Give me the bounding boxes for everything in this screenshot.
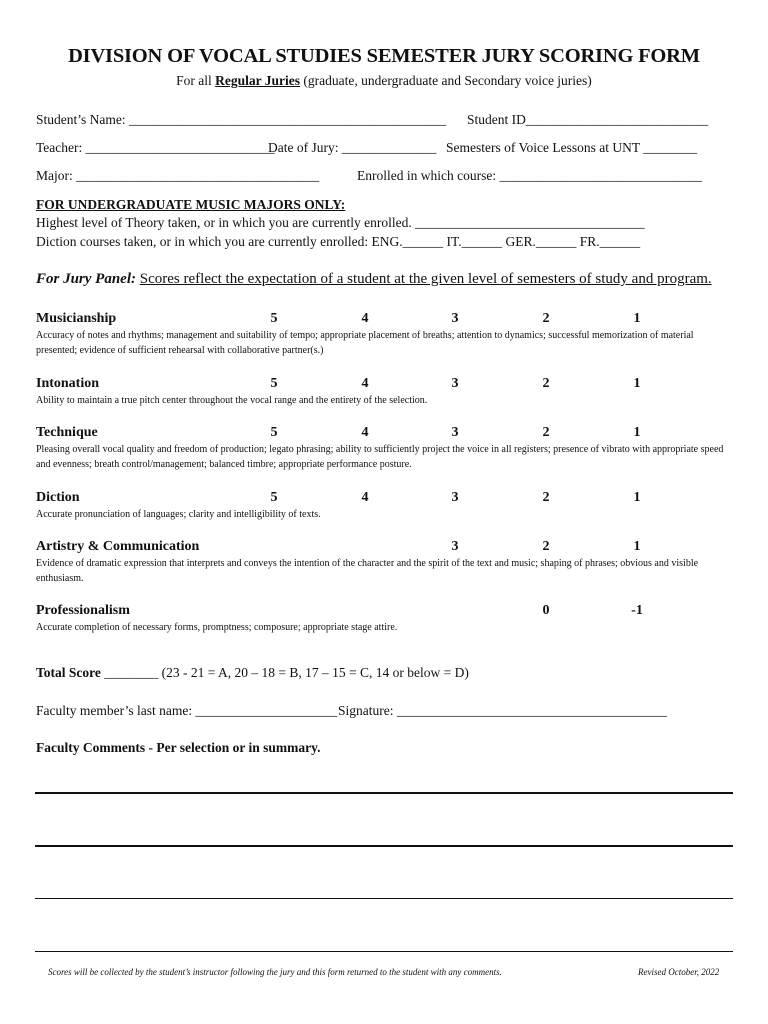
category-description: Accurate completion of necessary forms, promptness; composure; appropriate stage attire. <box>36 622 398 633</box>
diction-courses-field[interactable]: Diction courses taken, or in which you are currently enrolled: ENG.______ IT.______ GER.______ FR.______ <box>36 234 641 249</box>
total-score-row <box>36 665 469 681</box>
category-name: Professionalism <box>36 603 130 618</box>
semesters-field[interactable]: Semesters of Voice Lessons at UNT ________ <box>446 140 698 155</box>
total-score-input[interactable]: ________ <box>100 665 162 680</box>
score-option[interactable]: 1 <box>633 311 641 326</box>
score-option[interactable]: 2 <box>542 425 550 440</box>
undergrad-heading: FOR UNDERGRADUATE MUSIC MAJORS ONLY: <box>36 197 346 212</box>
theory-field[interactable]: Highest level of Theory taken, or in which you are currently enrolled. __________________________________ <box>36 215 645 230</box>
category-description: Evidence of dramatic expression that interprets and conveys the intention of the character and the spirit of the text and music; shaping of phrases; obvious and visible enthusiasm. <box>36 558 699 584</box>
score-option[interactable]: 3 <box>451 376 459 391</box>
score-option[interactable]: 2 <box>542 539 550 554</box>
category-description: Pleasing overall vocal quality and freedom of production; legato phrasing; ability to sufficiently project the voice in all registers; presence of vibrato with appropriate speed and evenness; breath control/management; balanced timbre; appropriate performance posture. <box>36 444 724 470</box>
score-option[interactable]: 4 <box>361 425 369 440</box>
score-option[interactable]: 3 <box>451 311 459 326</box>
score-option[interactable]: 5 <box>270 376 278 391</box>
signature-field[interactable]: Signature: ________________________________________ <box>338 703 667 718</box>
subtitle-emphasis: Regular Juries <box>215 73 301 88</box>
category-description: Accurate pronunciation of languages; clarity and intelligibility of texts. <box>36 509 321 520</box>
score-option[interactable]: 4 <box>361 311 369 326</box>
faculty-comments-heading: Faculty Comments - Per selection or in summary. <box>36 740 321 755</box>
score-option[interactable]: 5 <box>270 311 278 326</box>
score-option[interactable]: 2 <box>542 311 550 326</box>
score-option[interactable]: 4 <box>361 490 369 505</box>
score-option[interactable]: 1 <box>633 376 641 391</box>
date-of-jury-field[interactable]: Date of Jury: ______________ <box>268 140 437 155</box>
score-option[interactable]: 3 <box>451 539 459 554</box>
category-name: Intonation <box>36 376 100 391</box>
score-option[interactable]: 3 <box>451 425 459 440</box>
category-name: Artistry & Communication <box>36 539 200 554</box>
footer-note: Scores will be collected by the student’s instructor following the jury and this form returned to the student with any comments. <box>48 967 502 977</box>
score-option[interactable]: 5 <box>270 490 278 505</box>
form-title: DIVISION OF VOCAL STUDIES SEMESTER JURY SCORING FORM <box>68 45 700 67</box>
subtitle-prefix: For all <box>176 73 216 88</box>
student-name-field[interactable]: Student’s Name: _______________________________________________ <box>36 112 447 127</box>
enrolled-course-field[interactable]: Enrolled in which course: ______________________________ <box>357 168 702 183</box>
category-name: Musicianship <box>36 311 117 326</box>
score-option[interactable]: 5 <box>270 425 278 440</box>
grade-scale: (23 - 21 = A, 20 – 18 = B, 17 – 15 = C, 14 or below = D) <box>161 665 469 680</box>
category-description: Accuracy of notes and rhythms; management and suitability of tempo; appropriate placement of breaths; attention to dynamics; successful memorization of material presented; evidence of sufficient rehearsal with collaborative partner(s.) <box>36 330 694 356</box>
score-option[interactable]: 1 <box>633 490 641 505</box>
score-option[interactable]: 2 <box>542 490 550 505</box>
score-option[interactable]: 1 <box>633 539 641 554</box>
jury-panel-label: For Jury Panel: <box>36 271 137 287</box>
score-option[interactable]: 1 <box>633 425 641 440</box>
comment-line[interactable] <box>35 845 733 847</box>
score-option[interactable]: 3 <box>451 490 459 505</box>
comment-line[interactable] <box>35 792 733 794</box>
score-option[interactable]: 4 <box>361 376 369 391</box>
student-id-field[interactable]: Student ID___________________________ <box>467 112 709 127</box>
jury-panel-text: Scores reflect the expectation of a student at the given level of semesters of study and program. <box>139 271 712 287</box>
form-subtitle <box>0 73 768 89</box>
comment-line[interactable] <box>35 951 733 952</box>
jury-panel-note <box>36 271 712 288</box>
subtitle-suffix: (graduate, undergraduate and Secondary voice juries) <box>300 73 592 88</box>
teacher-field[interactable]: Teacher: ____________________________ <box>36 140 275 155</box>
score-option[interactable]: 0 <box>542 603 550 618</box>
major-field[interactable]: Major: ____________________________________ <box>36 168 320 183</box>
category-description: Ability to maintain a true pitch center throughout the vocal range and the entirety of the selection. <box>36 395 428 406</box>
faculty-last-name-field[interactable]: Faculty member’s last name: _____________________ <box>36 703 338 718</box>
score-option[interactable]: -1 <box>631 603 643 618</box>
category-name: Diction <box>36 490 80 505</box>
revision-date: Revised October, 2022 <box>638 967 720 977</box>
total-score-label: Total Score <box>36 665 101 680</box>
category-name: Technique <box>36 425 98 440</box>
comment-line[interactable] <box>35 898 733 899</box>
score-option[interactable]: 2 <box>542 376 550 391</box>
